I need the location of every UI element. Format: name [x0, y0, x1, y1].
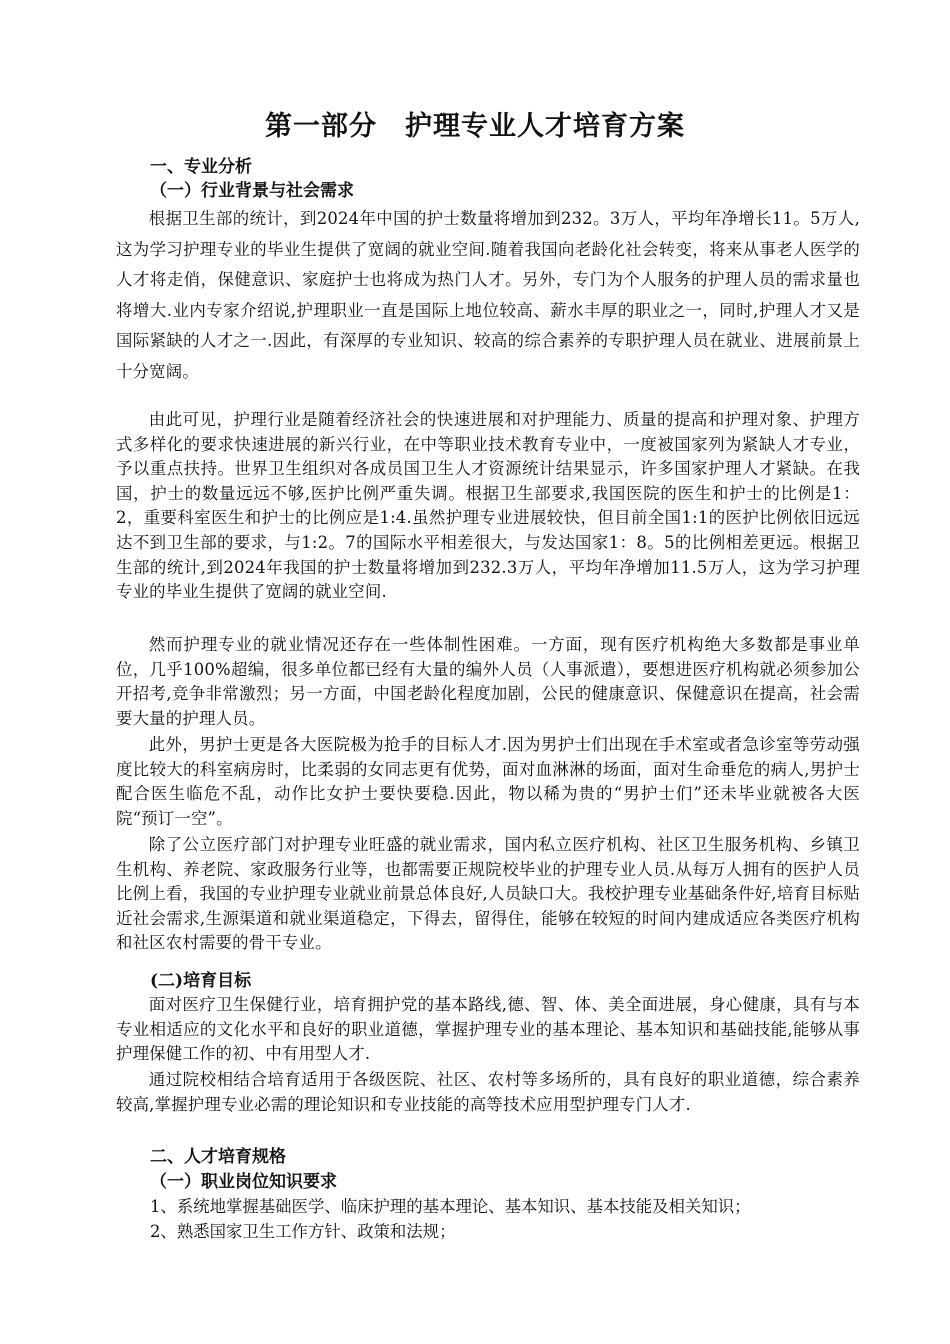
- subsection-heading-job-knowledge: （一）职业岗位知识要求: [150, 1172, 337, 1192]
- section-heading-talent-specs: 二、人才培育规格: [150, 1147, 286, 1167]
- subsection-heading-industry-background: （一）行业背景与社会需求: [150, 181, 354, 201]
- paragraph-goals-2: 通过院校相结合培育适用于各级医院、社区、农村等多场所的，具有良好的职业道德，综合素养较高,掌握护理专业必需的理论知识和专业技能的高等技术应用型护理专门人才.: [116, 1070, 860, 1114]
- subsection-heading-training-goals: (二)培育目标: [150, 971, 252, 991]
- paragraph-industry-5: 除了公立医疗部门对护理专业旺盛的就业需求，国内私立医疗机构、社区卫生服务机构、乡镇卫生机构、养老院、家政服务行业等，也都需要正规院校毕业的护理专业人员.从每万人拥有的医护人员比例上看，我国的专业护理专业就业前景总体良好,人员缺口大。我校护理专业基础条件好,培育目标贴近社会需求,生源渠道和就业渠道稳定，下得去，留得住，能够在较短的时间内建成适应各类医疗机构和社区农村需要的骨干专业。: [116, 835, 860, 953]
- list-item: 1、系统地掌握基础医学、临床护理的基本理论、基本知识、基本技能及相关知识；: [150, 1197, 751, 1216]
- paragraph-goals-1: 面对医疗卫生保健行业，培育拥护党的基本路线,德、智、体、美全面进展，身心健康，具有与本专业相适应的文化水平和良好的职业道德，掌握护理专业的基本理论、基本知识和基础技能,能够从事护理保健工作的初、中有用型人才.: [116, 995, 860, 1064]
- paragraph-industry-4: 此外，男护士更是各大医院极为抢手的目标人才.因为男护士们出现在手术室或者急诊室等劳动强度比较大的科室病房时，比柔弱的女同志更有优势，面对血淋淋的场面，面对生命垂危的病人,男护士配合医生临危不乱，动作比女护士要快要稳.因此，物以稀为贵的“男护士们”还未毕业就被各大医院“预订一空”。: [116, 735, 860, 828]
- document-title: 第一部分 护理专业人才培育方案: [265, 111, 685, 142]
- list-item: 2、熟悉国家卫生工作方针、政策和法规；: [150, 1222, 456, 1241]
- section-heading-professional-analysis: 一、专业分析: [150, 157, 252, 177]
- paragraph-industry-1: 根据卫生部的统计，到2024年中国的护士数量将增加到232。3万人，平均年净增长11。5万人,这为学习护理专业的毕业生提供了宽阔的就业空间.随着我国向老龄化社会转变，将来从事老人医学的人才将走俏，保健意识、家庭护士也将成为热门人才。另外，专门为个人服务的护理人员的需求量也将增大.业内专家介绍说,护理职业一直是国际上地位较高、薪水丰厚的职业之一，同时,护理人才又是国际紧缺的人才之一.因此，有深厚的专业知识、较高的综合素养的专职护理人员在就业、进展前景上十分宽阔。: [116, 209, 860, 381]
- paragraph-industry-3: 然而护理专业的就业情况还存在一些体制性困难。一方面，现有医疗机构绝大多数都是事业单位，几乎100%超编，很多单位都已经有大量的编外人员（人事派遣），要想进医疗机构就必须参加公开招考,竞争非常激烈；另一方面，中国老龄化程度加剧，公民的健康意识、保健意识在提高，社会需要大量的护理人员。: [116, 635, 860, 728]
- paragraph-industry-2: 由此可见，护理行业是随着经济社会的快速进展和对护理能力、质量的提高和护理对象、护理方式多样化的要求快速进展的新兴行业，在中等职业技术教育专业中，一度被国家列为紧缺人才专业，予以重点扶持。世界卫生组织对各成员国卫生人才资源统计结果显示，许多国家护理人才紧缺。在我国，护士的数量远远不够,医护比例严重失调。根据卫生部要求,我国医院的医生和护士的比例是1：2，重要科室医生和护士的比例应是1:4.虽然护理专业进展较快，但目前全国1:1的医护比例依旧远远达不到卫生部的要求，与1:2。7的国际水平相差很大，与发达国家1：8。5的比例相差更远。根据卫生部的统计,到2024年我国的护士数量将增加到232.3万人，平均年净增加11.5万人，这为学习护理专业的毕业生提供了宽阔的就业空间.: [116, 410, 860, 602]
